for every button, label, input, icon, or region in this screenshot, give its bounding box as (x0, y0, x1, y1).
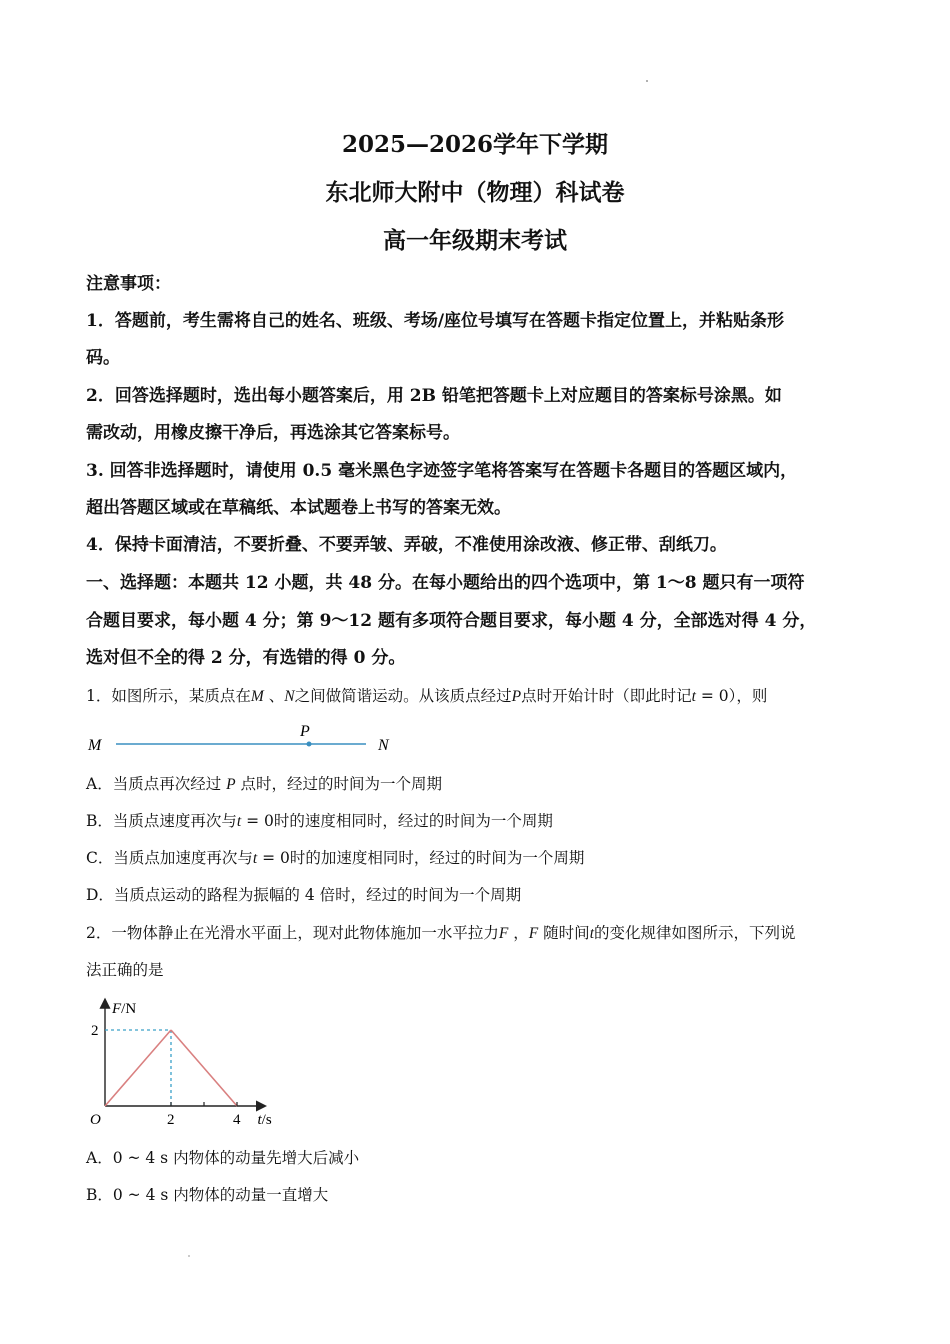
q1-var-t: t (691, 688, 696, 705)
notice-item-1b: 码。 (86, 348, 120, 368)
section-1-line-b: 合题目要求，每小题 4 分；第 9～12 题有多项符合题目要求，每小题 4 分，全部选对得 4 分， (86, 611, 817, 631)
scan-dot (646, 80, 648, 82)
q2-option-b: B．0 ~ 4 s 内物体的动量一直增大 (86, 1186, 329, 1204)
q1-option-d: D．当质点运动的路程为振幅的 4 倍时，经过的时间为一个周期 (86, 886, 522, 904)
scan-dot-bottom (188, 1255, 190, 1257)
x-tick-label: 4 (233, 1112, 241, 1128)
q1-stem-text-4: ），则 (728, 687, 768, 705)
notice-item-1a: 1．答题前，考生需将自己的姓名、班级、考场/座位号填写在答题卡指定位置上，并粘贴条形 (86, 311, 785, 331)
q1-equation: = 0 (695, 687, 729, 705)
q1-option-b-var: t (236, 813, 242, 830)
q2-sep: ， (508, 924, 529, 942)
q1-option-c-text: C．当质点加速度再次与 (86, 849, 253, 867)
q1-figure (86, 718, 406, 754)
y-tick-label: 2 (91, 1023, 99, 1039)
force-segment (105, 1030, 171, 1106)
x-axis-label: t/s (257, 1112, 272, 1128)
section-1-line-a: 一、选择题：本题共 12 小题，共 48 分。在每小题给出的四个选项中，第 1～8 题只有一项符 (86, 573, 805, 593)
q1-option-c-text-2: 时的加速度相同时，经过的时间为一个周期 (289, 849, 585, 867)
exam-grade-title: 高一年级期末考试 (383, 227, 567, 254)
q1-option-b-text-2: 时的速度相同时，经过的时间为一个周期 (273, 812, 553, 830)
q2-var-f-2: F (528, 925, 539, 942)
q1-option-c (86, 846, 584, 868)
q1-option-b-text: B．当质点速度再次与 (86, 812, 237, 830)
q1-var-p: P (511, 688, 522, 705)
q1-fig-label-n: N (378, 737, 389, 754)
notice-item-3b: 超出答题区域或在草稿纸、本试题卷上书写的答案无效。 (86, 498, 511, 518)
force-segment (171, 1030, 237, 1106)
q1-fig-label-p: P (300, 723, 310, 740)
q1-stem (86, 684, 767, 706)
origin-label: O (90, 1112, 101, 1128)
q2-stem-text-3: 的变化规律如图所示，下列说 (594, 924, 796, 942)
notice-item-3a: 3. 回答非选择题时，请使用 0.5 毫米黑色字迹签字笔将答案写在答题卡各题目的答题区域内， (86, 461, 798, 481)
q2-stem-text-2: 随时间 (538, 924, 590, 942)
q1-option-a-text: A．当质点再次经过 (86, 775, 227, 793)
q1-stem-text-3: 点时开始计时（即此时记 (521, 687, 692, 705)
exam-year-title: 2025—2026学年下学期 (341, 131, 609, 158)
q2-var-f: F (498, 925, 509, 942)
q1-var-m: M (250, 688, 264, 705)
notice-item-2b: 需改动，用橡皮擦干净后，再选涂其它答案标号。 (86, 423, 460, 443)
exam-subject-title: 东北师大附中（物理）科试卷 (325, 179, 625, 206)
q1-option-b (86, 809, 553, 831)
notice-item-2a: 2．回答选择题时，选出每小题答案后，用 2B 铅笔把答题卡上对应题目的答案标号涂黑。如 (86, 386, 782, 406)
q1-option-c-eq: = 0 (257, 849, 290, 867)
q1-option-a (86, 772, 442, 794)
q1-stem-text-2: 之间做简谐运动。从该质点经过 (294, 687, 512, 705)
q1-sep: 、 (263, 687, 285, 705)
section-1-line-c: 选对但不全的得 2 分，有选错的得 0 分。 (86, 648, 406, 668)
q1-fig-point-p (307, 742, 312, 747)
q2-var-t: t (589, 925, 594, 942)
q1-var-n: N (284, 688, 295, 705)
q1-fig-label-m: M (88, 737, 102, 754)
q1-option-b-eq: = 0 (241, 812, 274, 830)
q1-option-a-text-2: 点时，经过的时间为一个周期 (235, 775, 443, 793)
x-tick-label: 2 (167, 1112, 175, 1128)
q1-stem-text: 1．如图所示，某质点在 (86, 687, 251, 705)
notice-item-4: 4．保持卡面清洁，不要折叠、不要弄皱、弄破，不准使用涂改液、修正带、刮纸刀。 (86, 535, 727, 555)
q2-stem-line-2: 法正确的是 (86, 961, 164, 979)
q2-force-time-chart (86, 992, 286, 1132)
q1-option-c-var: t (252, 850, 258, 867)
q1-option-a-var: P (226, 776, 236, 793)
q2-stem (86, 921, 796, 943)
q2-option-a: A．0 ~ 4 s 内物体的动量先增大后减小 (86, 1149, 360, 1167)
q2-stem-text: 2．一物体静止在光滑水平面上，现对此物体施加一水平拉力 (86, 924, 499, 942)
y-axis-label: F/N (112, 1001, 137, 1018)
notice-heading: 注意事项： (86, 274, 171, 294)
